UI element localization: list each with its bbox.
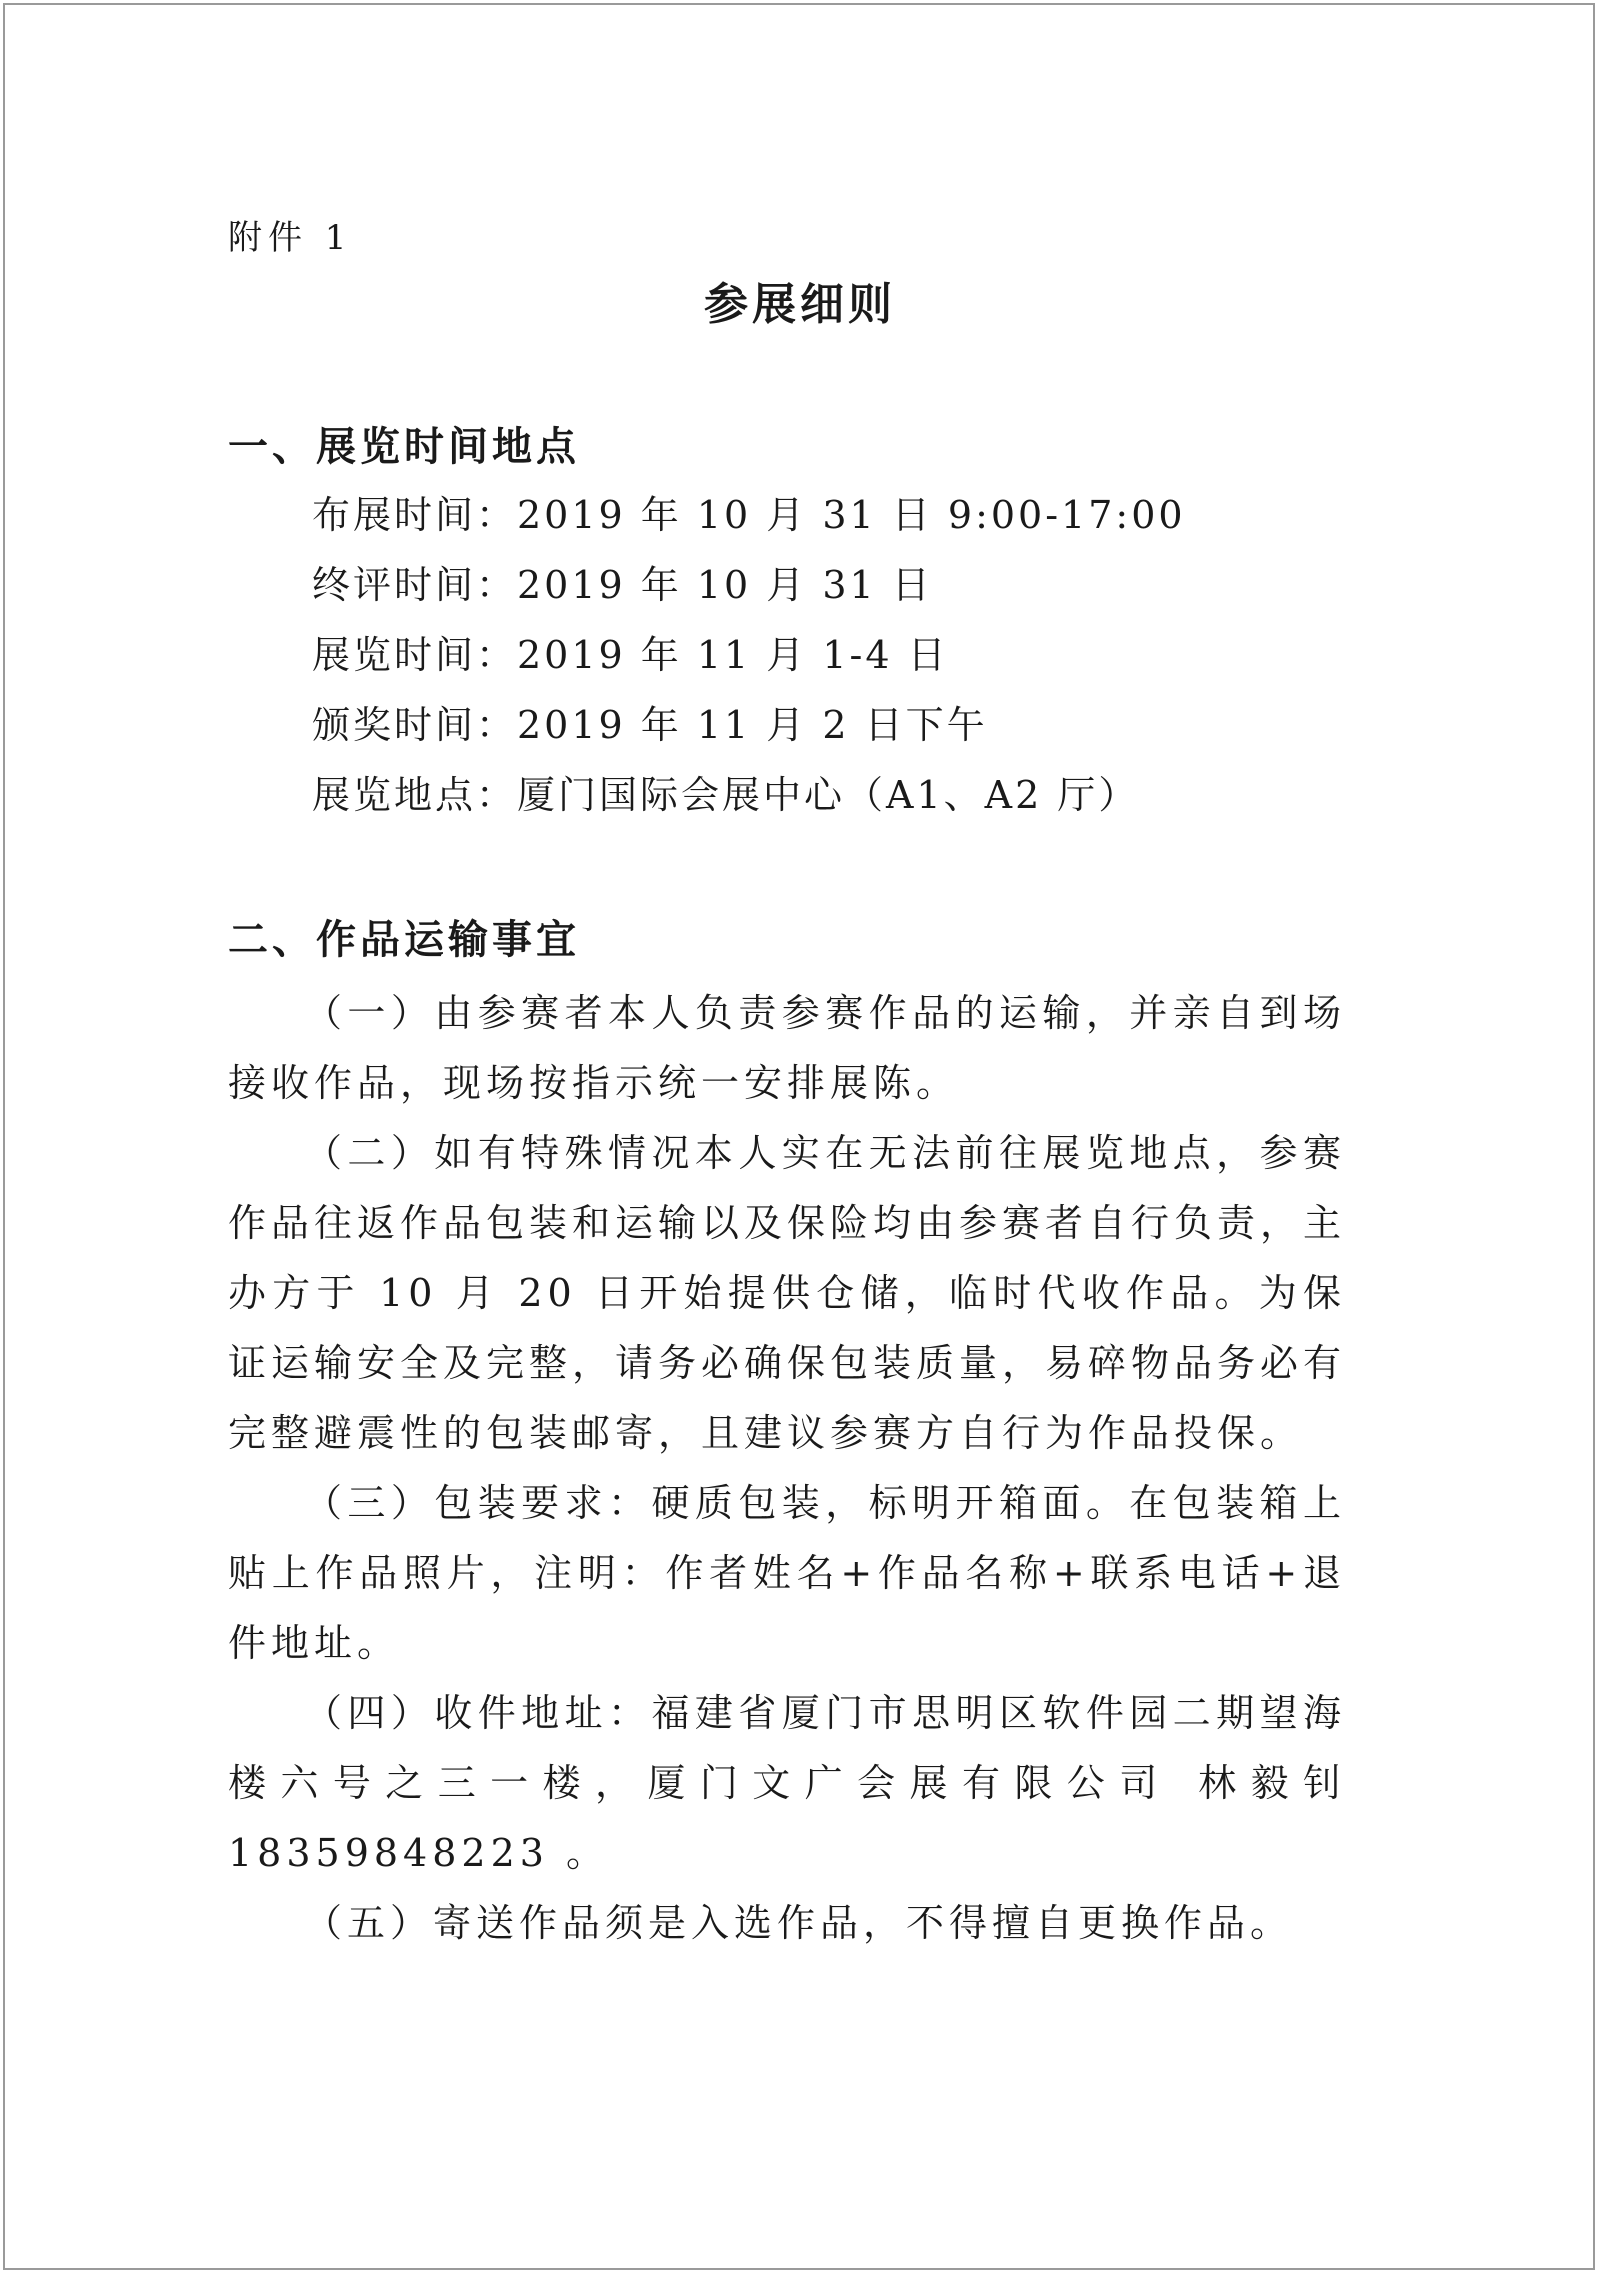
- schedule-item-award-time: 颁奖时间：2019 年 11 月 2 日下午: [312, 703, 988, 747]
- schedule-item-setup-time: 布展时间：2019 年 10 月 31 日 9:00-17:00: [312, 493, 1186, 537]
- paragraph-special-circumstances: （二）如有特殊情况本人实在无法前往展览地点，参赛作品往返作品包装和运输以及保险均由参赛者自行负责，主办方于 10 月 20 日开始提供仓储，临时代收作品。为保证运输安全及完整，请务必确保包装质量，易碎物品务必有完整避震性的包装邮寄，且建议参赛方自行为作品投保。: [228, 1131, 1347, 1455]
- paragraph-packaging-requirements: （三）包装要求：硬质包装，标明开箱面。在包装箱上贴上作品照片，注明：作者姓名+作品名称+联系电话+退件地址。: [228, 1481, 1346, 1665]
- paragraph-receiving-address: （四）收件地址：福建省厦门市思明区软件园二期望海楼六号之三一楼，厦门文广会展有限公司 林毅钊 18359848223 。: [228, 1691, 1346, 1875]
- attachment-label: 附件 1: [228, 218, 353, 258]
- schedule-item-final-review-time: 终评时间：2019 年 10 月 31 日: [312, 563, 933, 607]
- paragraph-self-transport: （一）由参赛者本人负责参赛作品的运输，并亲自到场接收作品，现场按指示统一安排展陈。: [228, 991, 1346, 1105]
- schedule-item-exhibition-time: 展览时间：2019 年 11 月 1-4 日: [312, 633, 949, 677]
- schedule-item-exhibition-venue: 展览地点：厦门国际会展中心（A1、A2 厅）: [312, 773, 1140, 817]
- transport-section-body: [228, 978, 1346, 1958]
- document-title: 参展细则: [704, 279, 896, 330]
- section-heading-exhibition-time-place: 一、展览时间地点: [228, 423, 580, 470]
- exhibition-schedule-list: [312, 480, 1186, 830]
- paragraph-selected-works-only: （五）寄送作品须是入选作品，不得擅自更换作品。: [304, 1901, 1294, 1945]
- section-heading-transport: 二、作品运输事宜: [228, 916, 580, 963]
